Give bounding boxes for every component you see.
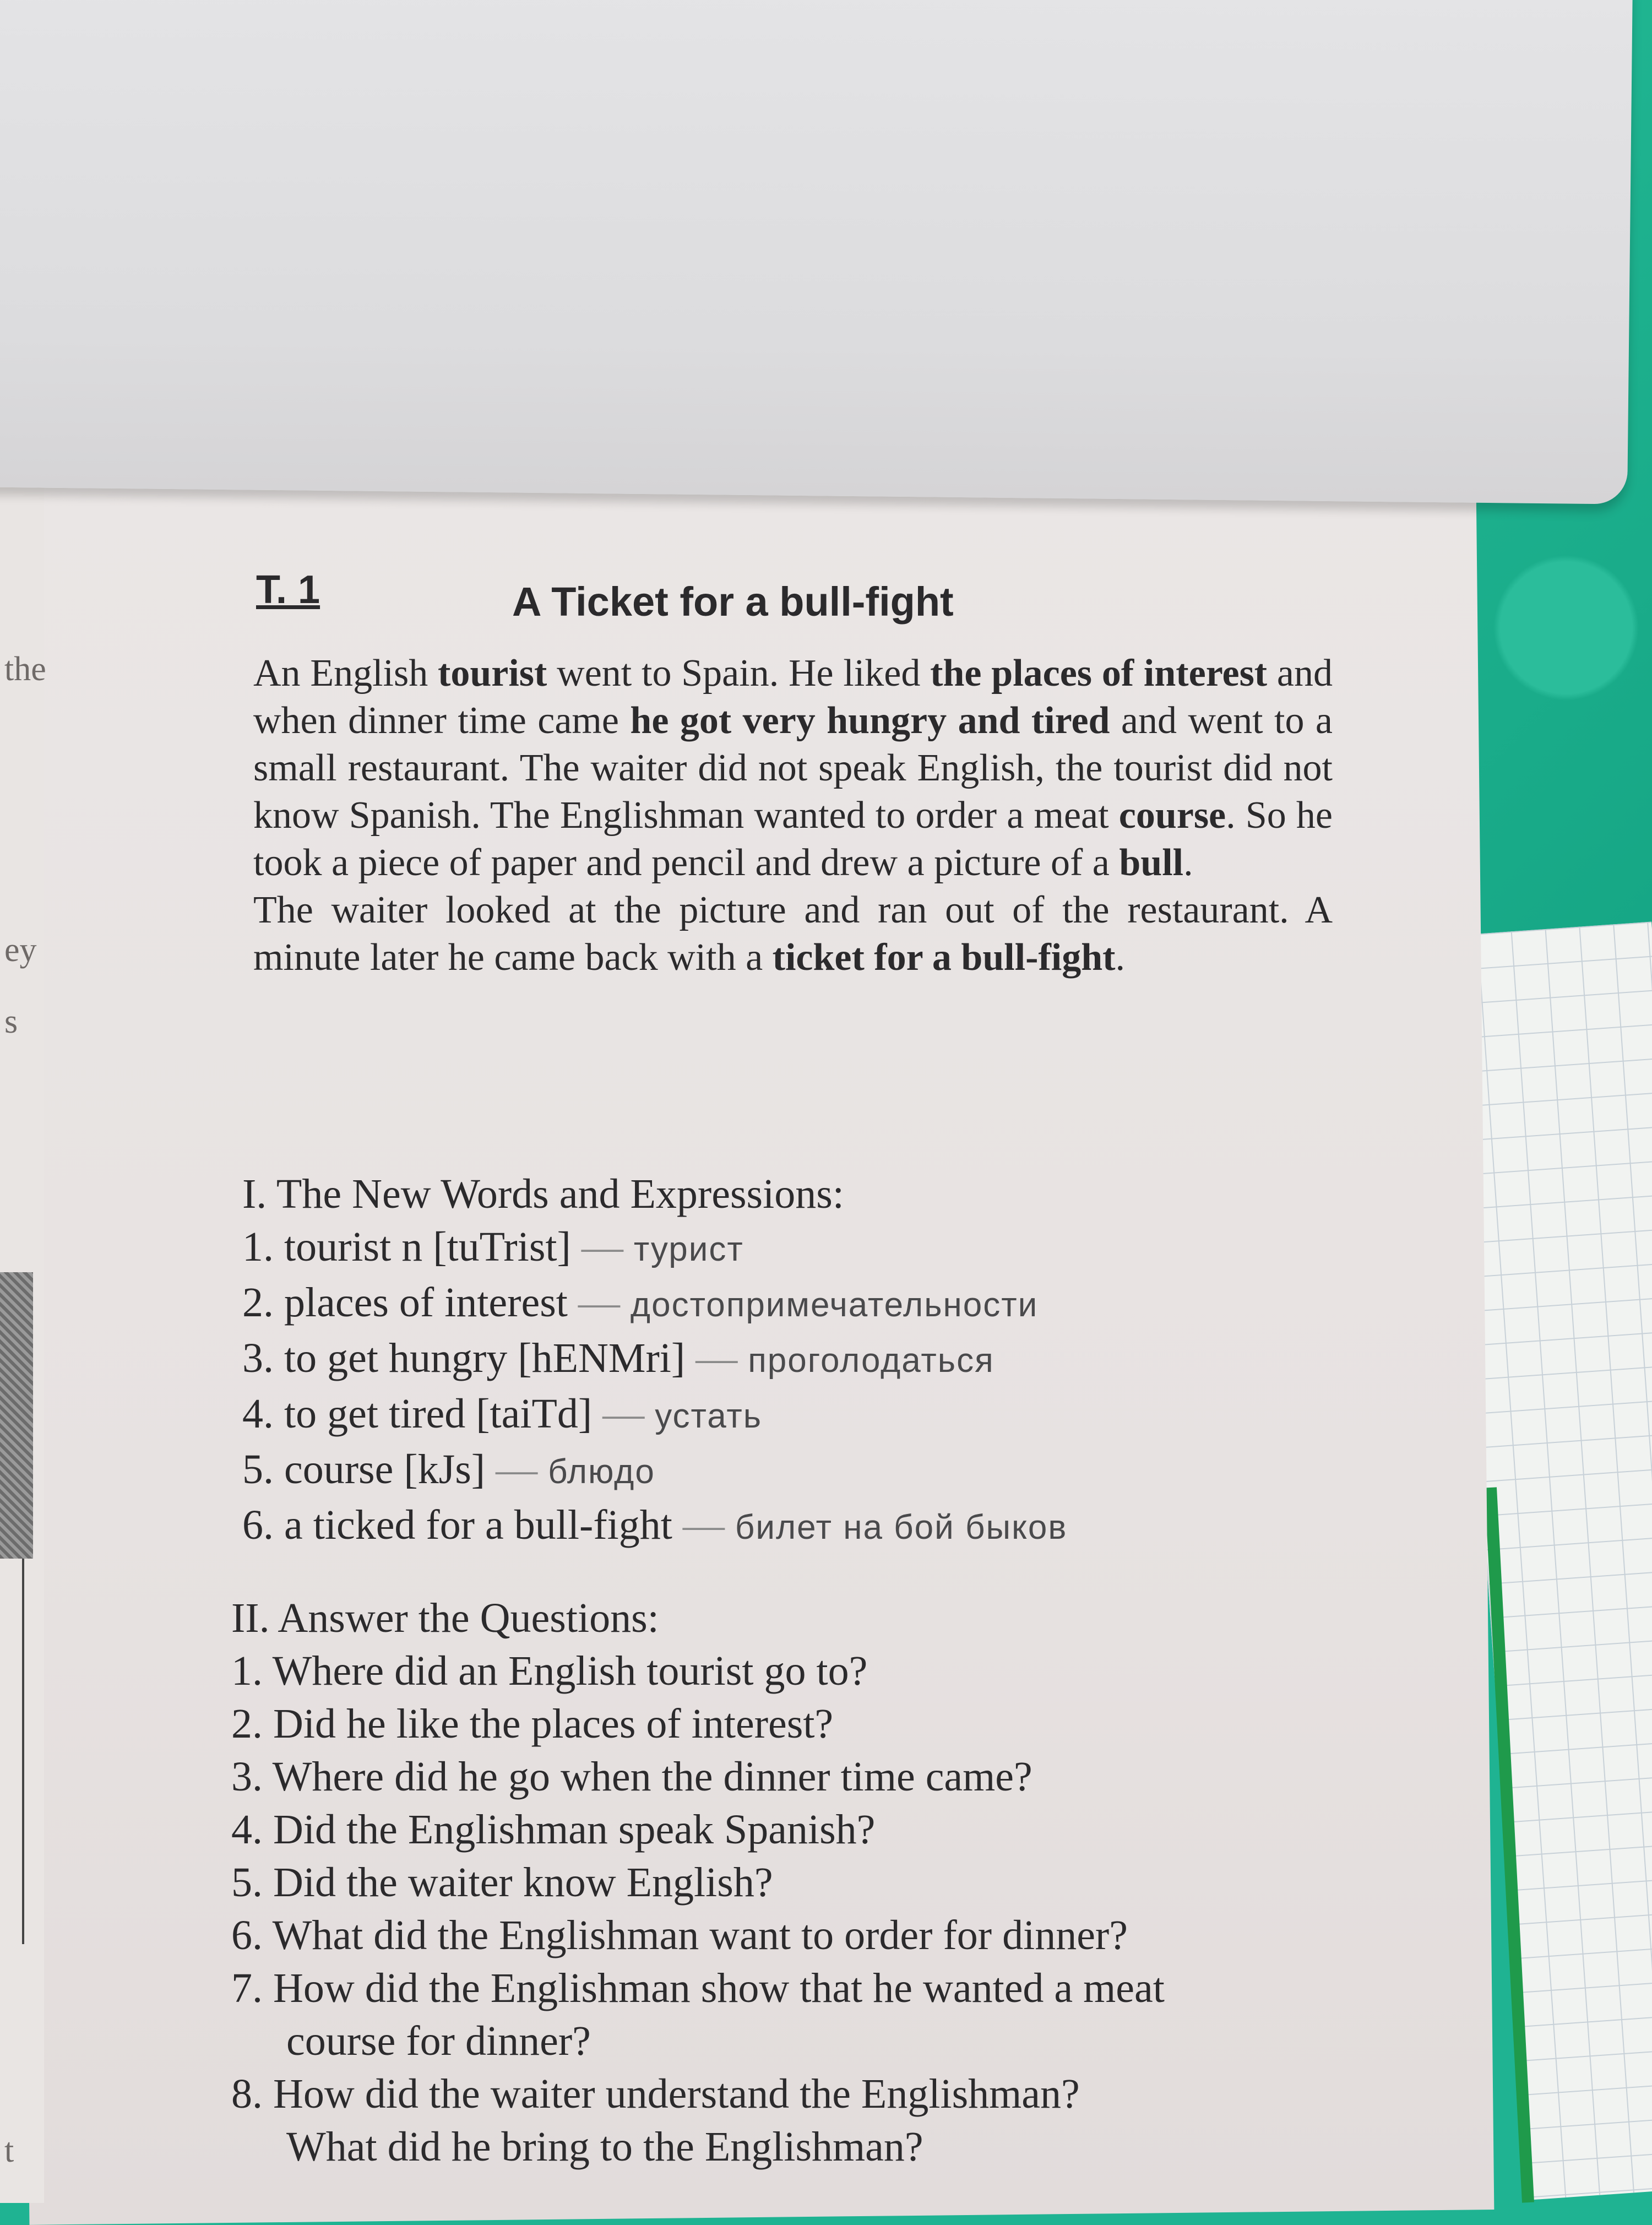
- vocabulary-number: 4.: [242, 1391, 284, 1437]
- question-number: 4.: [231, 1806, 273, 1853]
- story-text-run: An English: [253, 652, 438, 694]
- vocabulary-russian: проголодаться: [748, 1342, 995, 1380]
- story-key-phrase: bull: [1119, 842, 1184, 884]
- story-paragraph-2: [253, 889, 1333, 979]
- question-continuation: course for dinner?: [286, 2018, 591, 2064]
- vocabulary-dash: —: [485, 1446, 548, 1493]
- question-text: Where did an English tourist go to?: [272, 1648, 868, 1694]
- vocabulary-dash: —: [567, 1279, 631, 1326]
- story-text: [253, 650, 1333, 981]
- story-text-run: . So he took a piece of paper and pencil and drew a picture of a: [253, 794, 1333, 884]
- question-text: Did he like the places of interest?: [273, 1701, 834, 1747]
- vocabulary-english: tourist n [tuTrist]: [284, 1224, 571, 1270]
- vocabulary-number: 2.: [242, 1279, 284, 1326]
- vocabulary-dash: —: [685, 1335, 748, 1381]
- vocabulary-russian: турист: [633, 1230, 744, 1268]
- question-item: [231, 1909, 1388, 1962]
- story-paragraph-1: [253, 652, 1333, 884]
- question-item: [231, 1962, 1388, 2015]
- vocabulary-item: [242, 1443, 1399, 1499]
- vocabulary-section: [242, 1168, 1399, 1554]
- vocabulary-dash: —: [570, 1224, 634, 1270]
- story-text-run: and went to a small restaurant. The waiter did not speak English, the tourist did not know Spanish. The Englishman wanted to order a meat: [253, 699, 1333, 837]
- question-item: [231, 1856, 1388, 1909]
- vocabulary-english: course [kJs]: [284, 1446, 486, 1493]
- previous-page-illustration: [0, 1272, 33, 1559]
- story-text-run: .: [1115, 936, 1125, 979]
- story-text-run: .: [1183, 842, 1193, 884]
- story-text-run: and when dinner time came: [253, 652, 1333, 742]
- vocabulary-russian: билет на бой быков: [735, 1508, 1068, 1546]
- curled-top-page: [0, 0, 1633, 504]
- page-title: A Ticket for a bull-fight: [512, 579, 954, 625]
- question-number: 8.: [231, 2071, 273, 2117]
- vocabulary-item: [242, 1332, 1399, 1387]
- question-number: 2.: [231, 1701, 273, 1747]
- vocabulary-english: to get tired [taiTd]: [284, 1391, 593, 1437]
- vocabulary-russian: достопримечательности: [630, 1286, 1039, 1324]
- question-item: [231, 1645, 1388, 1697]
- vocabulary-number: 3.: [242, 1335, 284, 1381]
- vocabulary-item: [242, 1499, 1399, 1554]
- question-continuation: What did he bring to the Englishman?: [286, 2124, 923, 2170]
- vocabulary-english: places of interest: [284, 1279, 568, 1326]
- questions-heading: II. Answer the Questions:: [231, 1595, 659, 1641]
- vocabulary-dash: —: [592, 1391, 655, 1437]
- question-text: Did the waiter know English?: [273, 1859, 773, 1906]
- vocabulary-item: [242, 1220, 1399, 1276]
- vocabulary-number: 1.: [242, 1224, 284, 1270]
- question-number: 5.: [231, 1859, 273, 1906]
- story-key-phrase: tourist: [438, 652, 547, 694]
- story-text-run: went to Spain. He liked: [547, 652, 931, 694]
- vocabulary-list: [242, 1220, 1399, 1554]
- vocabulary-number: 6.: [242, 1502, 284, 1548]
- margin-fragment: the: [4, 650, 46, 688]
- vocabulary-russian: блюдо: [548, 1453, 655, 1491]
- vocabulary-heading: I. The New Words and Expressions:: [242, 1171, 844, 1217]
- vocabulary-item: [242, 1387, 1399, 1443]
- previous-page-rule: [22, 1559, 24, 1944]
- question-item: [231, 1697, 1388, 1750]
- vocabulary-number: 5.: [242, 1446, 284, 1493]
- margin-fragment: t: [4, 2132, 14, 2169]
- questions-list: [231, 1645, 1388, 2173]
- question-number: 6.: [231, 1912, 273, 1958]
- vocabulary-english: to get hungry [hENMri]: [284, 1335, 686, 1381]
- text-number-label: T. 1: [256, 568, 320, 612]
- vocabulary-item: [242, 1276, 1399, 1332]
- question-number: 3.: [231, 1754, 273, 1800]
- question-item: [231, 1750, 1388, 1803]
- margin-fragment: s: [4, 1003, 18, 1040]
- question-item: [231, 2067, 1388, 2120]
- vocabulary-dash: —: [672, 1502, 735, 1548]
- margin-fragment: ey: [4, 931, 37, 969]
- question-number: 7.: [231, 1965, 273, 2011]
- story-key-phrase: course: [1118, 794, 1226, 837]
- question-item: [231, 1803, 1388, 1856]
- question-text: How did the waiter understand the Englishman?: [273, 2071, 1080, 2117]
- story-key-phrase: he got very hungry and tired: [630, 699, 1110, 742]
- question-text: Where did he go when the dinner time came?: [272, 1754, 1032, 1800]
- questions-section: [231, 1592, 1388, 2173]
- question-text: Did the Englishman speak Spanish?: [273, 1806, 876, 1853]
- story-key-phrase: the places of interest: [930, 652, 1268, 694]
- question-text: How did the Englishman show that he wanted a meat: [273, 1965, 1165, 2011]
- story-key-phrase: ticket for a bull-fight: [772, 936, 1116, 979]
- vocabulary-english: a ticked for a bull-fight: [284, 1502, 672, 1548]
- question-number: 1.: [231, 1648, 273, 1694]
- question-text: What did the Englishman want to order for dinner?: [272, 1912, 1128, 1958]
- story-text-run: The waiter looked at the picture and ran out of the restaurant. A minute later he came back with a: [253, 889, 1333, 979]
- vocabulary-russian: устать: [655, 1397, 763, 1435]
